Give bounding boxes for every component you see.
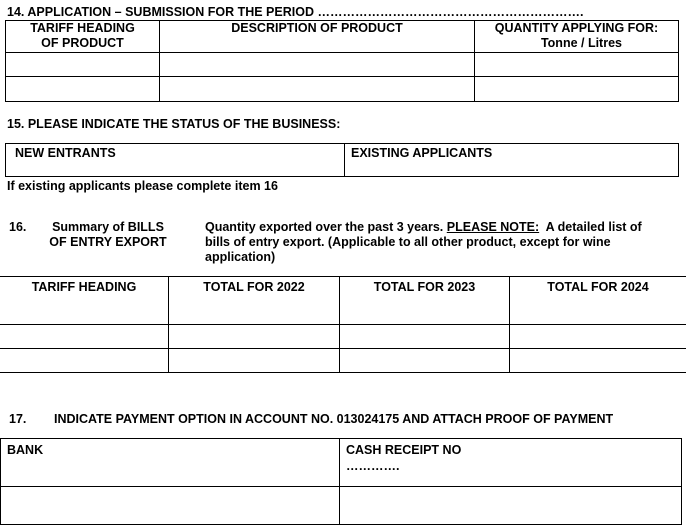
section-17-number: 17.: [9, 412, 27, 426]
bills-row1-2022-input[interactable]: [169, 325, 339, 348]
new-entrants-option[interactable]: [6, 144, 344, 176]
cash-receipt-dots: ………….: [346, 459, 400, 473]
bills-row1-2024-input[interactable]: [510, 325, 686, 348]
new-entrants-label: NEW ENTRANTS: [15, 146, 116, 160]
section-16-number: 16.: [9, 220, 27, 234]
bills-row1-2023-input[interactable]: [340, 325, 509, 348]
bills-row1-tariff-input[interactable]: [0, 325, 168, 348]
section-15-note: If existing applicants please complete item 16: [7, 179, 278, 193]
row2-tariff-input[interactable]: [6, 77, 159, 101]
section-16-label: Summary of BILLS OF ENTRY EXPORT: [49, 220, 167, 249]
header-total-2023: TOTAL FOR 2023: [373, 280, 476, 294]
bills-row2-2024-input[interactable]: [510, 349, 686, 372]
section-15-title: 15. PLEASE INDICATE THE STATUS OF THE BUSINESS:: [7, 117, 341, 131]
existing-applicants-label: EXISTING APPLICANTS: [351, 146, 493, 160]
bills-row2-2023-input[interactable]: [340, 349, 509, 372]
bank-value-input[interactable]: [1, 487, 339, 524]
cash-receipt-field[interactable]: [340, 439, 681, 486]
row1-description-input[interactable]: [160, 53, 474, 76]
row2-description-input[interactable]: [160, 77, 474, 101]
header-quantity-applying: QUANTITY APPLYING FOR: Tonne / Litres: [494, 21, 659, 50]
existing-applicants-option[interactable]: [345, 144, 678, 176]
header-description-of-product: DESCRIPTION OF PRODUCT: [231, 21, 403, 35]
section-16-instructions: Quantity exported over the past 3 years. PLEASE NOTE: A detailed list of bills of entry export. (Applicable to all other product, except for wine application): [205, 220, 642, 264]
bills-row2-tariff-input[interactable]: [0, 349, 168, 372]
row1-tariff-input[interactable]: [6, 53, 159, 76]
header-tariff-heading: TARIFF HEADING: [31, 280, 137, 294]
header-total-2022: TOTAL FOR 2022: [203, 280, 305, 294]
header-total-2024: TOTAL FOR 2024: [547, 280, 649, 294]
bank-label: BANK: [7, 443, 44, 457]
row1-quantity-input[interactable]: [475, 53, 678, 76]
bills-row2-2022-input[interactable]: [169, 349, 339, 372]
cash-receipt-label: CASH RECEIPT NO: [346, 443, 462, 457]
cash-receipt-value-input[interactable]: [340, 487, 681, 524]
bank-field[interactable]: [1, 439, 339, 486]
header-tariff-of-product: TARIFF HEADING OF PRODUCT: [30, 21, 135, 50]
section-17-title: INDICATE PAYMENT OPTION IN ACCOUNT NO. 013024175 AND ATTACH PROOF OF PAYMENT: [54, 412, 614, 426]
section-14-title: 14. APPLICATION – SUBMISSION FOR THE PERIOD ……………………………………………………….: [7, 5, 584, 19]
please-note-text: PLEASE NOTE:: [446, 220, 540, 234]
row2-quantity-input[interactable]: [475, 77, 678, 101]
